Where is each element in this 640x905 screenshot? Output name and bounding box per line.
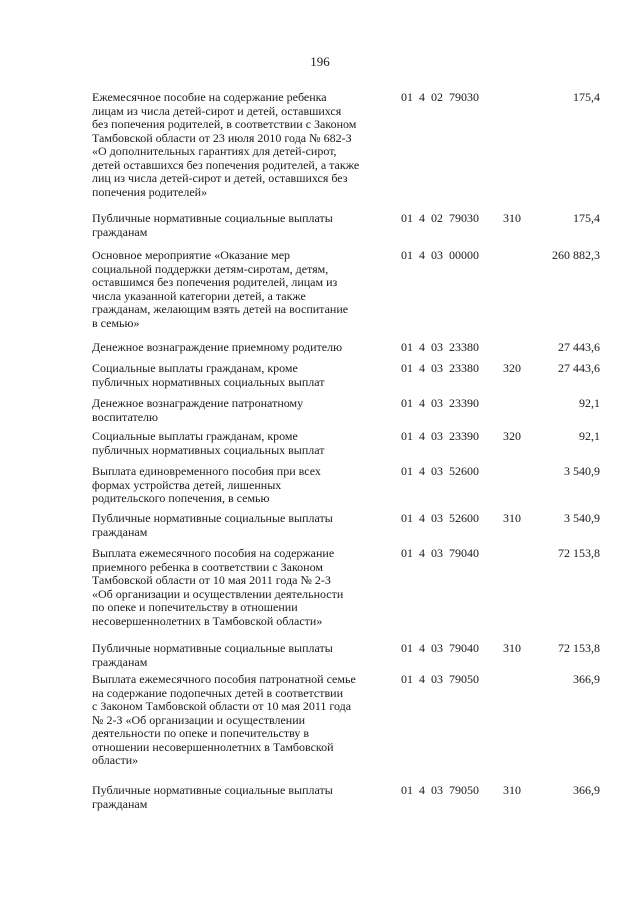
row-amount: 366,9: [573, 672, 600, 686]
row-amount: 27 443,6: [558, 340, 600, 354]
row-name: Денежное вознаграждение патронатному воспитателю: [92, 396, 304, 424]
row-code: 01 4 03 79050: [401, 672, 479, 686]
row-code: 01 4 02 79030: [401, 211, 479, 225]
row-name: Публичные нормативные социальные выплаты гражданам: [92, 211, 333, 239]
row-code: 01 4 03 52600: [401, 464, 479, 478]
row-expense-type: 310: [503, 511, 521, 525]
row-code: 01 4 03 52600: [401, 511, 479, 525]
row-name: Основное мероприятие «Оказание мер социальной поддержки детям-сиротам, детям, оставшимся без попечения родителей, лицам из числа указанной категории детей, а также гражданам, желающим взять детей на воспитание в семью»: [92, 248, 349, 330]
row-name: Ежемесячное пособие на содержание ребенка лицам из числа детей-сирот и детей, оставшихся без попечения родителей, в соответствии с Законом Тамбовской области от 23 июля 2010 года № 682-З «О дополнительных гарантиях для детей-сирот, детей оставшихся без попечения родителей, а также лиц из числа детей-сирот и детей, оставшихся без попечения родителей»: [92, 90, 360, 199]
row-name: Публичные нормативные социальные выплаты гражданам: [92, 783, 333, 811]
row-expense-type: 310: [503, 783, 521, 797]
row-amount: 260 882,3: [552, 248, 600, 262]
row-amount: 175,4: [573, 90, 600, 104]
row-amount: 366,9: [573, 783, 600, 797]
row-name: Социальные выплаты гражданам, кроме публичных нормативных социальных выплат: [92, 361, 325, 389]
row-amount: 27 443,6: [558, 361, 600, 375]
row-amount: 72 153,8: [558, 546, 600, 560]
row-name: Денежное вознаграждение приемному родителю: [92, 340, 343, 354]
row-amount: 3 540,9: [564, 464, 600, 478]
row-amount: 175,4: [573, 211, 600, 225]
row-expense-type: 310: [503, 211, 521, 225]
row-code: 01 4 03 79050: [401, 783, 479, 797]
page-number: 196: [310, 54, 330, 69]
row-code: 01 4 03 79040: [401, 546, 479, 560]
row-name: Выплата единовременного пособия при всех формах устройства детей, лишенных родительского попечения, в семью: [92, 464, 321, 505]
row-code: 01 4 03 23380: [401, 340, 479, 354]
row-amount: 92,1: [579, 396, 600, 410]
row-code: 01 4 03 23390: [401, 396, 479, 410]
row-code: 01 4 03 79040: [401, 641, 479, 655]
row-name: Публичные нормативные социальные выплаты гражданам: [92, 511, 333, 539]
row-code: 01 4 03 00000: [401, 248, 479, 262]
row-name: Выплата ежемесячного пособия на содержание приемного ребенка в соответствии с Законом Тамбовской области от 10 мая 2011 года № 2-З «Об организации и осуществлении деятельности по опеке и попечительству в отношении несовершеннолетних в Тамбовской области»: [92, 546, 344, 628]
row-amount: 72 153,8: [558, 641, 600, 655]
row-expense-type: 320: [503, 429, 521, 443]
row-name: Выплата ежемесячного пособия патронатной семье на содержание подопечных детей в соответствии с Законом Тамбовской области от 10 мая 2011 года № 2-З «Об организации и осуществлении деятельности по опеке и попечительству в отношении несовершеннолетних в Тамбовской области»: [92, 672, 356, 767]
row-code: 01 4 03 23380: [401, 361, 479, 375]
row-amount: 92,1: [579, 429, 600, 443]
row-name: Социальные выплаты гражданам, кроме публичных нормативных социальных выплат: [92, 429, 325, 457]
row-amount: 3 540,9: [564, 511, 600, 525]
row-code: 01 4 03 23390: [401, 429, 479, 443]
row-code: 01 4 02 79030: [401, 90, 479, 104]
row-expense-type: 320: [503, 361, 521, 375]
row-name: Публичные нормативные социальные выплаты гражданам: [92, 641, 333, 669]
row-expense-type: 310: [503, 641, 521, 655]
